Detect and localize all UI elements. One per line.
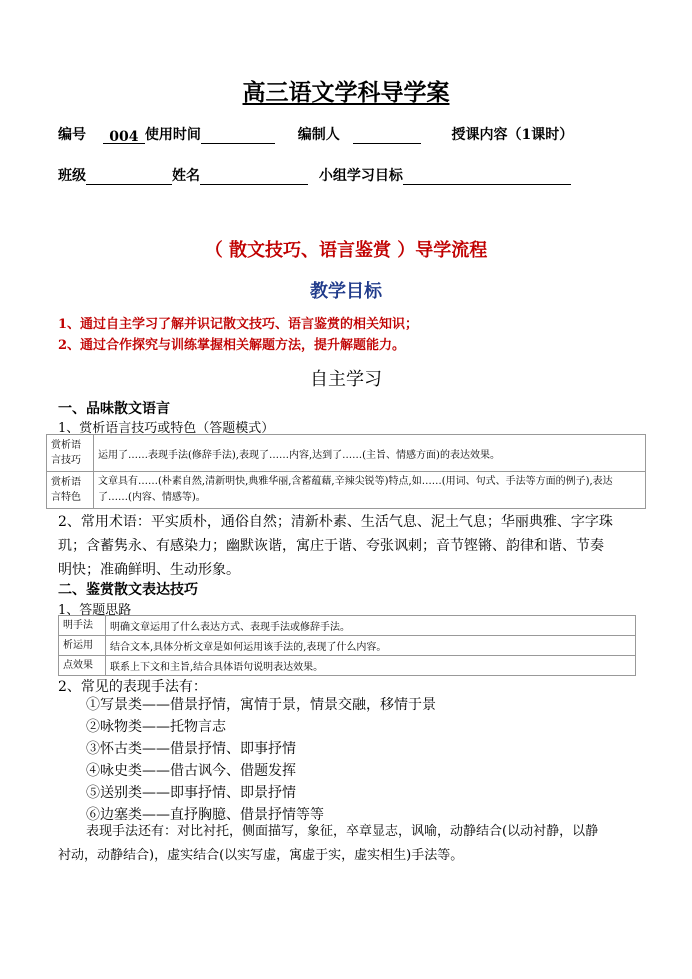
table-key: 明手法 — [59, 616, 106, 636]
goal-1: 1、通过自主学习了解并识记散文技巧、语言鉴赏的相关知识； — [58, 317, 419, 332]
goal-2: 2、通过合作探究与训练掌握相关解题方法，提升解题能力。 — [58, 338, 406, 353]
section2-heading: 二、鉴赏散文表达技巧 — [58, 582, 198, 598]
number-label: 编号 — [58, 127, 86, 143]
group-goal-field[interactable] — [403, 170, 571, 185]
goals-title: 教学目标 — [310, 281, 382, 302]
table-value: 联系上下文和主旨,结合具体语句说明表达效果。 — [106, 656, 636, 676]
table-key: 赏析语言特色 — [47, 472, 94, 509]
page-title: 高三语文学科导学案 — [242, 79, 450, 106]
editor-label: 编制人 — [297, 127, 340, 143]
list-item: ②咏物类——托物言志 — [86, 719, 226, 735]
table-row — [59, 616, 636, 636]
list-item: ①写景类——借景抒情，寓情于景，情景交融，移情于景 — [86, 697, 436, 713]
name-field[interactable] — [200, 170, 308, 185]
time-field[interactable] — [201, 129, 275, 144]
self-study-title: 自主学习 — [310, 369, 382, 390]
terms-line: 2、常用术语：平实质朴，通俗自然；清新朴素、生活气息、泥土气息；华丽典雅、字字珠 — [58, 514, 613, 530]
table-row — [47, 435, 646, 472]
language-table — [46, 434, 646, 509]
number-field[interactable]: 004 — [103, 129, 145, 144]
table-value: 结合文本,具体分析文章是如何运用该手法的,表现了什么内容。 — [106, 636, 636, 656]
section1-heading: 一、品味散文语言 — [58, 401, 170, 417]
editor-field[interactable] — [353, 129, 421, 144]
table-value: 运用了……表现手法(修辞手法),表现了……内容,达到了……(主旨、情感方面)的表达效果。 — [94, 435, 646, 472]
group-goal-label: 小组学习目标 — [318, 168, 403, 184]
list-item: ⑤送别类——即事抒情、即景抒情 — [86, 785, 296, 801]
flow-title: （ 散文技巧、语言鉴赏 ）导学流程 — [204, 240, 488, 261]
table-key: 析运用 — [59, 636, 106, 656]
section1-sub1: 1、赏析语言技巧或特色（答题模式） — [58, 421, 275, 436]
info-row-2 — [58, 165, 571, 185]
name-label: 姓名 — [172, 168, 200, 184]
table-row — [47, 472, 646, 509]
list-item: ③怀古类——借景抒情、即事抒情 — [86, 741, 296, 757]
table-value: 文章具有……(朴素自然,清新明快,典雅华丽,含蓄蕴藉,辛辣尖锐等)特点,如……(用词、句式、手法等方面的例子),表达了……(内容、情感等)。 — [94, 472, 646, 509]
content-label: 授课内容（1课时） — [451, 127, 574, 143]
closing-line: 衬动，动静结合)，虚实结合(以实写虚，寓虚于实，虚实相生)手法等。 — [58, 848, 464, 863]
list-item: ⑥边塞类——直抒胸臆、借景抒情等等 — [86, 807, 324, 823]
terms-paragraph — [58, 510, 636, 582]
closing-line: 表现手法还有：对比衬托，侧面描写，象征，卒章显志，讽喻，动静结合(以动衬静，以静 — [86, 824, 599, 839]
closing-paragraph — [58, 820, 636, 868]
table-key: 赏析语言技巧 — [47, 435, 94, 472]
section2-sub1: 1、答题思路 — [58, 603, 132, 618]
table-key: 点效果 — [59, 656, 106, 676]
class-label: 班级 — [58, 168, 86, 184]
terms-line: 玑；含蓄隽永、有感染力；幽默诙谐，寓庄于谐、夸张讽刺；音节铿锵、韵律和谐、节奏 — [58, 538, 604, 554]
section2-sub2: 2、常见的表现手法有： — [58, 679, 207, 695]
table-value: 明确文章运用了什么表达方式、表现手法或修辞手法。 — [106, 616, 636, 636]
terms-line: 明快；准确鲜明、生动形象。 — [58, 562, 240, 578]
info-row-1 — [58, 124, 573, 144]
table-row — [59, 656, 636, 676]
table-row — [59, 636, 636, 656]
approach-table — [58, 615, 636, 676]
time-label: 使用时间 — [144, 127, 201, 143]
list-item: ④咏史类——借古讽今、借题发挥 — [86, 763, 296, 779]
class-field[interactable] — [86, 170, 172, 185]
